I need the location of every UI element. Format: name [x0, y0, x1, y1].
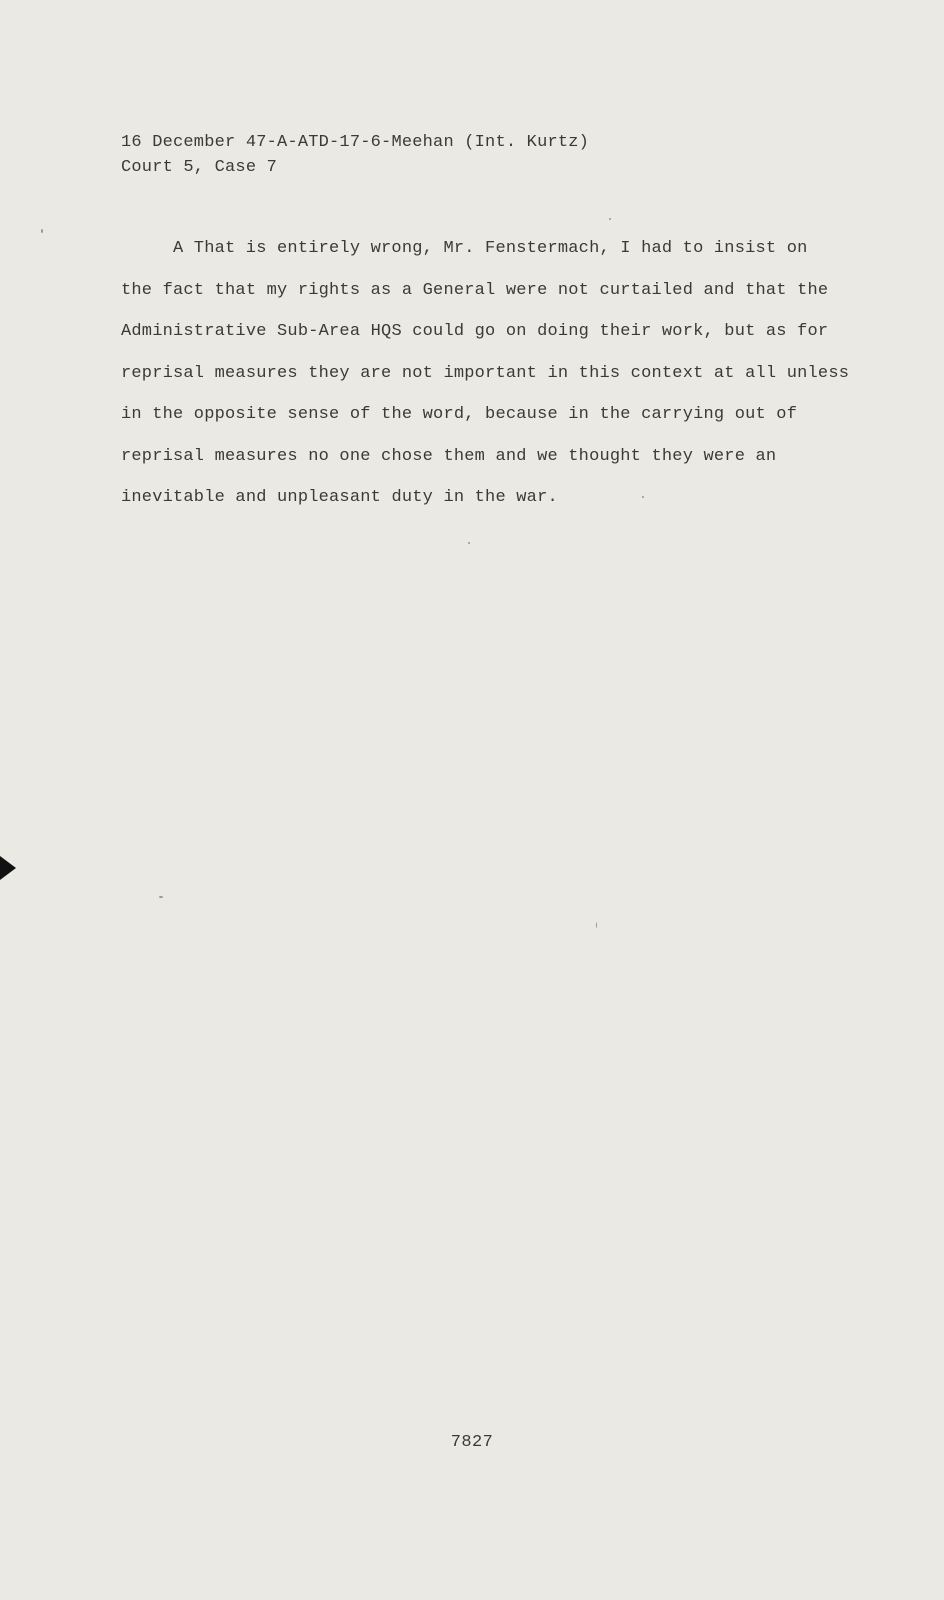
header-court-case: Court 5, Case 7 — [121, 158, 278, 177]
testimony-paragraph — [121, 228, 861, 519]
paper-speck — [468, 542, 470, 544]
testimony-line: reprisal measures they are not important in this context at all unless — [121, 363, 850, 383]
header-date-reference: 16 December 47-A-ATD-17-6-Meehan (Int. Kurtz) — [121, 133, 590, 152]
paper-speck — [159, 896, 163, 898]
testimony-line: inevitable and unpleasant duty in the war. — [121, 488, 558, 507]
testimony-line: A That is entirely wrong, Mr. Fenstermach, I had to insist on — [173, 239, 808, 258]
paper-speck — [609, 218, 611, 220]
testimony-line: the fact that my rights as a General were not curtailed and that the — [121, 280, 829, 300]
binding-punch-mark — [0, 856, 16, 880]
testimony-line: reprisal measures no one chose them and we thought they were an — [121, 446, 777, 466]
paper-speck — [41, 229, 43, 233]
page-number: 7827 — [450, 1433, 494, 1452]
paper-speck — [596, 922, 597, 928]
testimony-line: in the opposite sense of the word, because in the carrying out of — [121, 405, 798, 424]
document-header — [121, 130, 589, 180]
testimony-line: Administrative Sub-Area HQS could go on doing their work, but as for — [121, 322, 829, 341]
paper-speck — [642, 496, 644, 498]
